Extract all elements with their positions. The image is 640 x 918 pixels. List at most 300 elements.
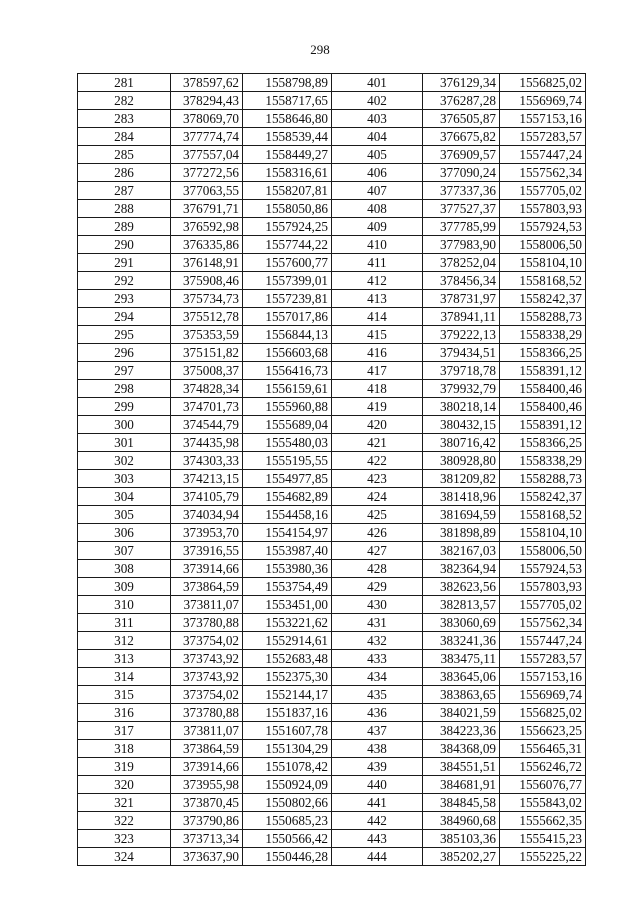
- table-row: [78, 560, 586, 578]
- y-coordinate-right-cell: 1557562,34: [500, 614, 586, 632]
- point-number-right-cell: 443: [332, 830, 423, 848]
- table-row: [78, 110, 586, 128]
- y-coordinate-left-cell: 1556416,73: [243, 362, 332, 380]
- x-coordinate-right-cell: 381418,96: [423, 488, 500, 506]
- point-number-left-cell: 298: [78, 380, 171, 398]
- table-row: [78, 686, 586, 704]
- y-coordinate-right-cell: 1558168,52: [500, 506, 586, 524]
- y-coordinate-left-cell: 1553451,00: [243, 596, 332, 614]
- y-coordinate-left-cell: 1557017,86: [243, 308, 332, 326]
- y-coordinate-left-cell: 1552914,61: [243, 632, 332, 650]
- point-number-left-cell: 310: [78, 596, 171, 614]
- y-coordinate-right-cell: 1557705,02: [500, 596, 586, 614]
- x-coordinate-left-cell: 377272,56: [171, 164, 243, 182]
- y-coordinate-right-cell: 1558391,12: [500, 362, 586, 380]
- y-coordinate-left-cell: 1555689,04: [243, 416, 332, 434]
- x-coordinate-left-cell: 375008,37: [171, 362, 243, 380]
- point-number-right-cell: 440: [332, 776, 423, 794]
- x-coordinate-left-cell: 377774,74: [171, 128, 243, 146]
- point-number-left-cell: 313: [78, 650, 171, 668]
- table-row: [78, 506, 586, 524]
- x-coordinate-right-cell: 383863,65: [423, 686, 500, 704]
- x-coordinate-left-cell: 373754,02: [171, 632, 243, 650]
- x-coordinate-right-cell: 376287,28: [423, 92, 500, 110]
- point-number-right-cell: 425: [332, 506, 423, 524]
- y-coordinate-left-cell: 1558316,61: [243, 164, 332, 182]
- y-coordinate-left-cell: 1556603,68: [243, 344, 332, 362]
- y-coordinate-right-cell: 1555415,23: [500, 830, 586, 848]
- table-row: [78, 434, 586, 452]
- y-coordinate-left-cell: 1550685,23: [243, 812, 332, 830]
- x-coordinate-left-cell: 375734,73: [171, 290, 243, 308]
- point-number-left-cell: 302: [78, 452, 171, 470]
- y-coordinate-right-cell: 1557924,53: [500, 218, 586, 236]
- y-coordinate-right-cell: 1558366,25: [500, 434, 586, 452]
- y-coordinate-right-cell: 1557924,53: [500, 560, 586, 578]
- y-coordinate-left-cell: 1551837,16: [243, 704, 332, 722]
- y-coordinate-left-cell: 1556159,61: [243, 380, 332, 398]
- table-row: [78, 236, 586, 254]
- y-coordinate-left-cell: 1553754,49: [243, 578, 332, 596]
- y-coordinate-left-cell: 1557924,25: [243, 218, 332, 236]
- point-number-right-cell: 444: [332, 848, 423, 866]
- y-coordinate-left-cell: 1554977,85: [243, 470, 332, 488]
- point-number-left-cell: 289: [78, 218, 171, 236]
- y-coordinate-left-cell: 1558717,65: [243, 92, 332, 110]
- point-number-right-cell: 419: [332, 398, 423, 416]
- y-coordinate-right-cell: 1558104,10: [500, 524, 586, 542]
- y-coordinate-right-cell: 1557803,93: [500, 200, 586, 218]
- point-number-right-cell: 430: [332, 596, 423, 614]
- point-number-right-cell: 406: [332, 164, 423, 182]
- table-row: [78, 92, 586, 110]
- y-coordinate-left-cell: 1558050,86: [243, 200, 332, 218]
- x-coordinate-right-cell: 379222,13: [423, 326, 500, 344]
- x-coordinate-left-cell: 376335,86: [171, 236, 243, 254]
- point-number-left-cell: 317: [78, 722, 171, 740]
- x-coordinate-left-cell: 373790,86: [171, 812, 243, 830]
- x-coordinate-left-cell: 377557,04: [171, 146, 243, 164]
- x-coordinate-left-cell: 375908,46: [171, 272, 243, 290]
- point-number-left-cell: 311: [78, 614, 171, 632]
- x-coordinate-left-cell: 378597,62: [171, 74, 243, 92]
- point-number-right-cell: 421: [332, 434, 423, 452]
- point-number-left-cell: 319: [78, 758, 171, 776]
- point-number-left-cell: 295: [78, 326, 171, 344]
- point-number-right-cell: 437: [332, 722, 423, 740]
- y-coordinate-left-cell: 1558798,89: [243, 74, 332, 92]
- x-coordinate-left-cell: 373864,59: [171, 578, 243, 596]
- table-row: [78, 848, 586, 866]
- point-number-left-cell: 303: [78, 470, 171, 488]
- y-coordinate-right-cell: 1558400,46: [500, 380, 586, 398]
- point-number-right-cell: 415: [332, 326, 423, 344]
- point-number-left-cell: 291: [78, 254, 171, 272]
- table-row: [78, 758, 586, 776]
- x-coordinate-right-cell: 384021,59: [423, 704, 500, 722]
- x-coordinate-right-cell: 377090,24: [423, 164, 500, 182]
- table-row: [78, 704, 586, 722]
- x-coordinate-left-cell: 374105,79: [171, 488, 243, 506]
- point-number-left-cell: 292: [78, 272, 171, 290]
- point-number-left-cell: 324: [78, 848, 171, 866]
- table-row: [78, 398, 586, 416]
- point-number-right-cell: 436: [332, 704, 423, 722]
- y-coordinate-right-cell: 1558400,46: [500, 398, 586, 416]
- y-coordinate-right-cell: 1557153,16: [500, 668, 586, 686]
- table-row: [78, 326, 586, 344]
- table-row: [78, 182, 586, 200]
- x-coordinate-right-cell: 381694,59: [423, 506, 500, 524]
- x-coordinate-right-cell: 378456,34: [423, 272, 500, 290]
- point-number-left-cell: 312: [78, 632, 171, 650]
- y-coordinate-right-cell: 1557562,34: [500, 164, 586, 182]
- y-coordinate-right-cell: 1558288,73: [500, 470, 586, 488]
- point-number-left-cell: 290: [78, 236, 171, 254]
- table-row: [78, 452, 586, 470]
- x-coordinate-right-cell: 383060,69: [423, 614, 500, 632]
- point-number-right-cell: 426: [332, 524, 423, 542]
- x-coordinate-right-cell: 376675,82: [423, 128, 500, 146]
- point-number-left-cell: 321: [78, 794, 171, 812]
- table-row: [78, 830, 586, 848]
- point-number-right-cell: 439: [332, 758, 423, 776]
- x-coordinate-right-cell: 382167,03: [423, 542, 500, 560]
- y-coordinate-right-cell: 1556246,72: [500, 758, 586, 776]
- point-number-left-cell: 296: [78, 344, 171, 362]
- table-row: [78, 488, 586, 506]
- table-row: [78, 74, 586, 92]
- x-coordinate-right-cell: 376129,34: [423, 74, 500, 92]
- point-number-left-cell: 306: [78, 524, 171, 542]
- x-coordinate-left-cell: 373743,92: [171, 650, 243, 668]
- y-coordinate-right-cell: 1557153,16: [500, 110, 586, 128]
- y-coordinate-left-cell: 1556844,13: [243, 326, 332, 344]
- point-number-left-cell: 300: [78, 416, 171, 434]
- table-row: [78, 650, 586, 668]
- y-coordinate-right-cell: 1558104,10: [500, 254, 586, 272]
- table-row: [78, 614, 586, 632]
- point-number-left-cell: 309: [78, 578, 171, 596]
- y-coordinate-right-cell: 1556825,02: [500, 704, 586, 722]
- y-coordinate-right-cell: 1558391,12: [500, 416, 586, 434]
- coordinates-table: [77, 73, 586, 866]
- point-number-left-cell: 320: [78, 776, 171, 794]
- y-coordinate-left-cell: 1558646,80: [243, 110, 332, 128]
- x-coordinate-left-cell: 373953,70: [171, 524, 243, 542]
- y-coordinate-left-cell: 1557399,01: [243, 272, 332, 290]
- point-number-left-cell: 308: [78, 560, 171, 578]
- y-coordinate-left-cell: 1557239,81: [243, 290, 332, 308]
- y-coordinate-left-cell: 1555195,55: [243, 452, 332, 470]
- x-coordinate-right-cell: 383475,11: [423, 650, 500, 668]
- table-row: [78, 362, 586, 380]
- y-coordinate-right-cell: 1557447,24: [500, 632, 586, 650]
- point-number-right-cell: 422: [332, 452, 423, 470]
- table-row: [78, 812, 586, 830]
- x-coordinate-left-cell: 373870,45: [171, 794, 243, 812]
- x-coordinate-right-cell: 381209,82: [423, 470, 500, 488]
- y-coordinate-left-cell: 1550924,09: [243, 776, 332, 794]
- x-coordinate-left-cell: 374435,98: [171, 434, 243, 452]
- y-coordinate-right-cell: 1558006,50: [500, 542, 586, 560]
- point-number-left-cell: 286: [78, 164, 171, 182]
- table-row: [78, 740, 586, 758]
- y-coordinate-right-cell: 1555225,22: [500, 848, 586, 866]
- x-coordinate-left-cell: 378069,70: [171, 110, 243, 128]
- point-number-left-cell: 294: [78, 308, 171, 326]
- table-row: [78, 200, 586, 218]
- table-row: [78, 164, 586, 182]
- x-coordinate-left-cell: 376592,98: [171, 218, 243, 236]
- x-coordinate-right-cell: 384960,68: [423, 812, 500, 830]
- y-coordinate-left-cell: 1554458,16: [243, 506, 332, 524]
- point-number-right-cell: 424: [332, 488, 423, 506]
- point-number-left-cell: 284: [78, 128, 171, 146]
- x-coordinate-right-cell: 379932,79: [423, 380, 500, 398]
- point-number-right-cell: 428: [332, 560, 423, 578]
- x-coordinate-left-cell: 374303,33: [171, 452, 243, 470]
- x-coordinate-right-cell: 383241,36: [423, 632, 500, 650]
- y-coordinate-left-cell: 1552375,30: [243, 668, 332, 686]
- point-number-left-cell: 318: [78, 740, 171, 758]
- x-coordinate-right-cell: 379718,78: [423, 362, 500, 380]
- y-coordinate-left-cell: 1552683,48: [243, 650, 332, 668]
- table-row: [78, 308, 586, 326]
- point-number-left-cell: 316: [78, 704, 171, 722]
- y-coordinate-left-cell: 1554682,89: [243, 488, 332, 506]
- point-number-right-cell: 420: [332, 416, 423, 434]
- y-coordinate-right-cell: 1557283,57: [500, 650, 586, 668]
- x-coordinate-left-cell: 373914,66: [171, 560, 243, 578]
- y-coordinate-right-cell: 1558288,73: [500, 308, 586, 326]
- x-coordinate-left-cell: 374544,79: [171, 416, 243, 434]
- table-row: [78, 380, 586, 398]
- y-coordinate-right-cell: 1557283,57: [500, 128, 586, 146]
- y-coordinate-left-cell: 1558207,81: [243, 182, 332, 200]
- point-number-left-cell: 288: [78, 200, 171, 218]
- point-number-right-cell: 431: [332, 614, 423, 632]
- point-number-left-cell: 297: [78, 362, 171, 380]
- point-number-left-cell: 282: [78, 92, 171, 110]
- y-coordinate-right-cell: 1558168,52: [500, 272, 586, 290]
- table-row: [78, 542, 586, 560]
- x-coordinate-left-cell: 374828,34: [171, 380, 243, 398]
- x-coordinate-left-cell: 373811,07: [171, 722, 243, 740]
- table-row: [78, 128, 586, 146]
- point-number-right-cell: 433: [332, 650, 423, 668]
- x-coordinate-left-cell: 375353,59: [171, 326, 243, 344]
- x-coordinate-left-cell: 373637,90: [171, 848, 243, 866]
- x-coordinate-left-cell: 373955,98: [171, 776, 243, 794]
- y-coordinate-right-cell: 1558006,50: [500, 236, 586, 254]
- point-number-left-cell: 283: [78, 110, 171, 128]
- x-coordinate-right-cell: 380432,15: [423, 416, 500, 434]
- y-coordinate-right-cell: 1558366,25: [500, 344, 586, 362]
- x-coordinate-right-cell: 377337,36: [423, 182, 500, 200]
- x-coordinate-left-cell: 374701,73: [171, 398, 243, 416]
- y-coordinate-left-cell: 1557744,22: [243, 236, 332, 254]
- y-coordinate-left-cell: 1553221,62: [243, 614, 332, 632]
- point-number-right-cell: 405: [332, 146, 423, 164]
- point-number-right-cell: 407: [332, 182, 423, 200]
- x-coordinate-right-cell: 382623,56: [423, 578, 500, 596]
- x-coordinate-left-cell: 373780,88: [171, 614, 243, 632]
- y-coordinate-left-cell: 1550566,42: [243, 830, 332, 848]
- x-coordinate-right-cell: 384368,09: [423, 740, 500, 758]
- x-coordinate-right-cell: 384681,91: [423, 776, 500, 794]
- x-coordinate-left-cell: 374213,15: [171, 470, 243, 488]
- x-coordinate-right-cell: 376505,87: [423, 110, 500, 128]
- table-row: [78, 596, 586, 614]
- x-coordinate-left-cell: 376148,91: [171, 254, 243, 272]
- point-number-left-cell: 314: [78, 668, 171, 686]
- x-coordinate-right-cell: 384223,36: [423, 722, 500, 740]
- point-number-right-cell: 414: [332, 308, 423, 326]
- y-coordinate-right-cell: 1557803,93: [500, 578, 586, 596]
- table-row: [78, 668, 586, 686]
- y-coordinate-right-cell: 1556465,31: [500, 740, 586, 758]
- x-coordinate-right-cell: 378941,11: [423, 308, 500, 326]
- x-coordinate-left-cell: 373713,34: [171, 830, 243, 848]
- point-number-right-cell: 417: [332, 362, 423, 380]
- table-row: [78, 578, 586, 596]
- table-row: [78, 794, 586, 812]
- x-coordinate-right-cell: 377527,37: [423, 200, 500, 218]
- x-coordinate-right-cell: 376909,57: [423, 146, 500, 164]
- y-coordinate-left-cell: 1550802,66: [243, 794, 332, 812]
- point-number-right-cell: 434: [332, 668, 423, 686]
- x-coordinate-left-cell: 373864,59: [171, 740, 243, 758]
- x-coordinate-left-cell: 374034,94: [171, 506, 243, 524]
- x-coordinate-right-cell: 384551,51: [423, 758, 500, 776]
- y-coordinate-right-cell: 1557447,24: [500, 146, 586, 164]
- x-coordinate-left-cell: 375512,78: [171, 308, 243, 326]
- x-coordinate-left-cell: 376791,71: [171, 200, 243, 218]
- y-coordinate-left-cell: 1555960,88: [243, 398, 332, 416]
- x-coordinate-left-cell: 377063,55: [171, 182, 243, 200]
- point-number-right-cell: 410: [332, 236, 423, 254]
- point-number-right-cell: 402: [332, 92, 423, 110]
- point-number-left-cell: 301: [78, 434, 171, 452]
- x-coordinate-left-cell: 373811,07: [171, 596, 243, 614]
- point-number-left-cell: 307: [78, 542, 171, 560]
- x-coordinate-left-cell: 373743,92: [171, 668, 243, 686]
- point-number-right-cell: 413: [332, 290, 423, 308]
- y-coordinate-left-cell: 1550446,28: [243, 848, 332, 866]
- x-coordinate-left-cell: 375151,82: [171, 344, 243, 362]
- y-coordinate-right-cell: 1556623,25: [500, 722, 586, 740]
- table-row: [78, 776, 586, 794]
- x-coordinate-left-cell: 373916,55: [171, 542, 243, 560]
- point-number-left-cell: 285: [78, 146, 171, 164]
- table-row: [78, 254, 586, 272]
- table-row: [78, 722, 586, 740]
- x-coordinate-right-cell: 381898,89: [423, 524, 500, 542]
- x-coordinate-right-cell: 385103,36: [423, 830, 500, 848]
- table-row: [78, 632, 586, 650]
- point-number-right-cell: 416: [332, 344, 423, 362]
- coordinates-table-body: [78, 74, 586, 866]
- y-coordinate-right-cell: 1558242,37: [500, 488, 586, 506]
- y-coordinate-right-cell: 1556969,74: [500, 686, 586, 704]
- table-row: [78, 146, 586, 164]
- x-coordinate-right-cell: 380928,80: [423, 452, 500, 470]
- x-coordinate-left-cell: 373754,02: [171, 686, 243, 704]
- x-coordinate-right-cell: 383645,06: [423, 668, 500, 686]
- y-coordinate-right-cell: 1556969,74: [500, 92, 586, 110]
- y-coordinate-right-cell: 1557705,02: [500, 182, 586, 200]
- table-row: [78, 272, 586, 290]
- point-number-right-cell: 427: [332, 542, 423, 560]
- y-coordinate-left-cell: 1553987,40: [243, 542, 332, 560]
- point-number-left-cell: 323: [78, 830, 171, 848]
- y-coordinate-right-cell: 1558338,29: [500, 326, 586, 344]
- y-coordinate-left-cell: 1558539,44: [243, 128, 332, 146]
- x-coordinate-right-cell: 377983,90: [423, 236, 500, 254]
- page-number: 298: [310, 42, 330, 57]
- point-number-right-cell: 412: [332, 272, 423, 290]
- point-number-right-cell: 401: [332, 74, 423, 92]
- x-coordinate-right-cell: 379434,51: [423, 344, 500, 362]
- x-coordinate-left-cell: 373914,66: [171, 758, 243, 776]
- y-coordinate-right-cell: 1555662,35: [500, 812, 586, 830]
- x-coordinate-right-cell: 378731,97: [423, 290, 500, 308]
- x-coordinate-right-cell: 385202,27: [423, 848, 500, 866]
- x-coordinate-right-cell: 382364,94: [423, 560, 500, 578]
- table-row: [78, 470, 586, 488]
- y-coordinate-left-cell: 1551078,42: [243, 758, 332, 776]
- table-row: [78, 290, 586, 308]
- x-coordinate-right-cell: 377785,99: [423, 218, 500, 236]
- point-number-left-cell: 293: [78, 290, 171, 308]
- point-number-right-cell: 411: [332, 254, 423, 272]
- point-number-right-cell: 429: [332, 578, 423, 596]
- y-coordinate-right-cell: 1556825,02: [500, 74, 586, 92]
- point-number-right-cell: 403: [332, 110, 423, 128]
- point-number-right-cell: 408: [332, 200, 423, 218]
- x-coordinate-left-cell: 373780,88: [171, 704, 243, 722]
- point-number-left-cell: 304: [78, 488, 171, 506]
- point-number-right-cell: 435: [332, 686, 423, 704]
- point-number-right-cell: 418: [332, 380, 423, 398]
- y-coordinate-left-cell: 1558449,27: [243, 146, 332, 164]
- y-coordinate-left-cell: 1557600,77: [243, 254, 332, 272]
- point-number-right-cell: 441: [332, 794, 423, 812]
- x-coordinate-right-cell: 380218,14: [423, 398, 500, 416]
- point-number-left-cell: 322: [78, 812, 171, 830]
- x-coordinate-right-cell: 378252,04: [423, 254, 500, 272]
- y-coordinate-right-cell: 1558338,29: [500, 452, 586, 470]
- table-row: [78, 218, 586, 236]
- point-number-right-cell: 442: [332, 812, 423, 830]
- point-number-left-cell: 281: [78, 74, 171, 92]
- point-number-left-cell: 305: [78, 506, 171, 524]
- y-coordinate-left-cell: 1553980,36: [243, 560, 332, 578]
- y-coordinate-left-cell: 1552144,17: [243, 686, 332, 704]
- point-number-right-cell: 423: [332, 470, 423, 488]
- x-coordinate-left-cell: 378294,43: [171, 92, 243, 110]
- y-coordinate-right-cell: 1558242,37: [500, 290, 586, 308]
- y-coordinate-left-cell: 1554154,97: [243, 524, 332, 542]
- point-number-left-cell: 315: [78, 686, 171, 704]
- y-coordinate-right-cell: 1556076,77: [500, 776, 586, 794]
- point-number-left-cell: 299: [78, 398, 171, 416]
- point-number-right-cell: 404: [332, 128, 423, 146]
- point-number-right-cell: 438: [332, 740, 423, 758]
- point-number-right-cell: 409: [332, 218, 423, 236]
- point-number-left-cell: 287: [78, 182, 171, 200]
